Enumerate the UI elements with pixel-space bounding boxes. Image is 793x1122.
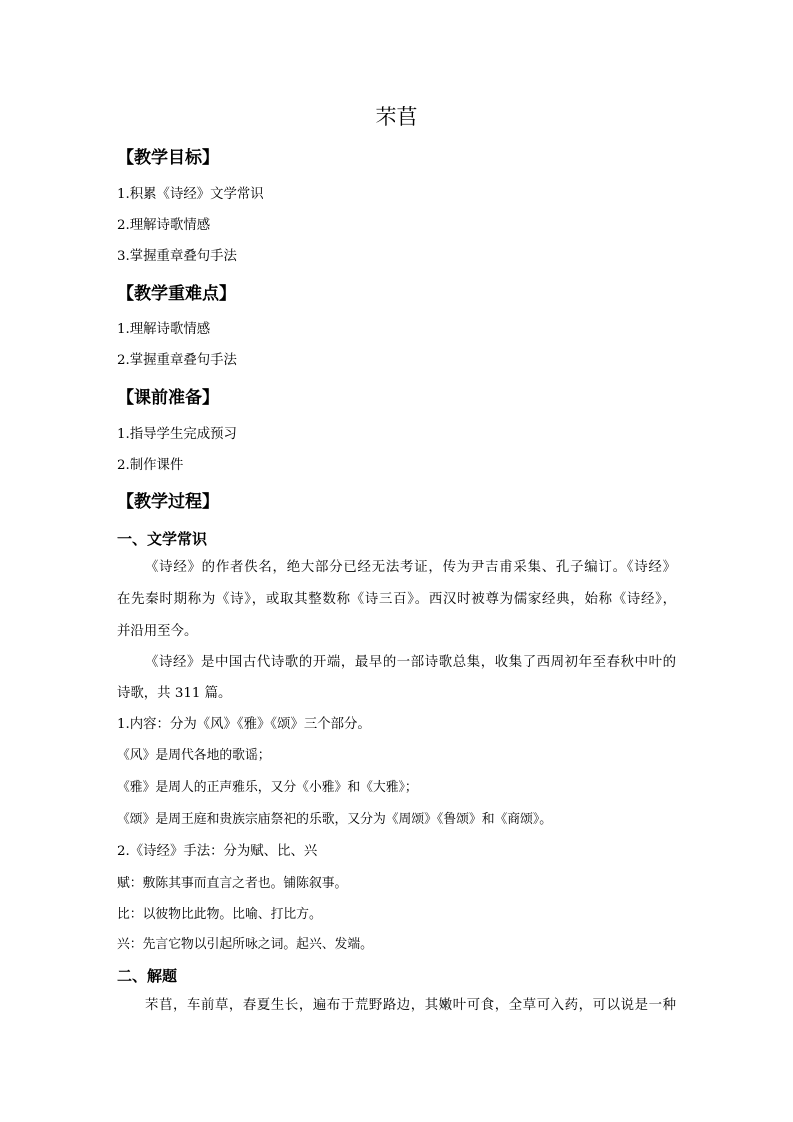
- section-heading-process: 【教学过程】: [117, 492, 219, 512]
- subsection-heading-literary-knowledge: 一、文学常识: [117, 530, 208, 548]
- goal-item: 1.积累《诗经》文学常识: [117, 187, 264, 202]
- paragraph-line: 《诗经》是中国古代诗歌的开端，最早的一部诗歌总集，收集了西周初年至春秋中叶的: [145, 655, 676, 670]
- content-label: 1.内容：分为《风》《雅》《颂》三个部分。: [117, 717, 371, 732]
- document-title: 芣苢: [375, 105, 418, 129]
- section-heading-goals: 【教学目标】: [117, 148, 219, 168]
- paragraph-line: 《诗经》的作者佚名，绝大部分已经无法考证，传为尹吉甫采集、孔子编订。《诗经》: [145, 560, 676, 575]
- method-item: 赋：敷陈其事而直言之者也。铺陈叙事。: [117, 876, 348, 891]
- paragraph-line: 芣苢，车前草，春夏生长，遍布于荒野路边，其嫩叶可食，全草可入药，可以说是一种: [145, 998, 676, 1013]
- method-item: 兴：先言它物以引起所咏之词。起兴、发端。: [117, 937, 373, 952]
- section-heading-prep: 【课前准备】: [117, 388, 219, 408]
- prep-item: 1.指导学生完成预习: [117, 427, 237, 442]
- paragraph-line: 并沿用至今。: [117, 624, 198, 639]
- content-item: 《雅》是周人的正声雅乐，又分《小雅》和《大雅》；: [117, 780, 418, 795]
- key-point-item: 1.理解诗歌情感: [117, 322, 211, 337]
- prep-item: 2.制作课件: [117, 458, 184, 473]
- subsection-heading-title-explanation: 二、解题: [117, 967, 178, 985]
- content-item: 《颂》是周王庭和贵族宗庙祭祀的乐歌，又分为《周颂》《鲁颂》和《商颂》。: [117, 812, 553, 827]
- paragraph-line: 在先秦时期称为《诗》，或取其整数称《诗三百》。西汉时被尊为儒家经典，始称《诗经》，: [117, 592, 676, 607]
- method-label: 2.《诗经》手法：分为赋、比、兴: [117, 844, 318, 859]
- goal-item: 2.理解诗歌情感: [117, 218, 211, 233]
- content-item: 《风》是周代各地的歌谣；: [117, 748, 271, 763]
- paragraph-line: 诗歌，共 311 篇。: [117, 686, 232, 701]
- method-item: 比：以彼物比此物。比喻、打比方。: [117, 907, 322, 922]
- goal-item: 3.掌握重章叠句手法: [117, 249, 237, 264]
- key-point-item: 2.掌握重章叠句手法: [117, 353, 237, 368]
- section-heading-key-points: 【教学重难点】: [117, 284, 236, 304]
